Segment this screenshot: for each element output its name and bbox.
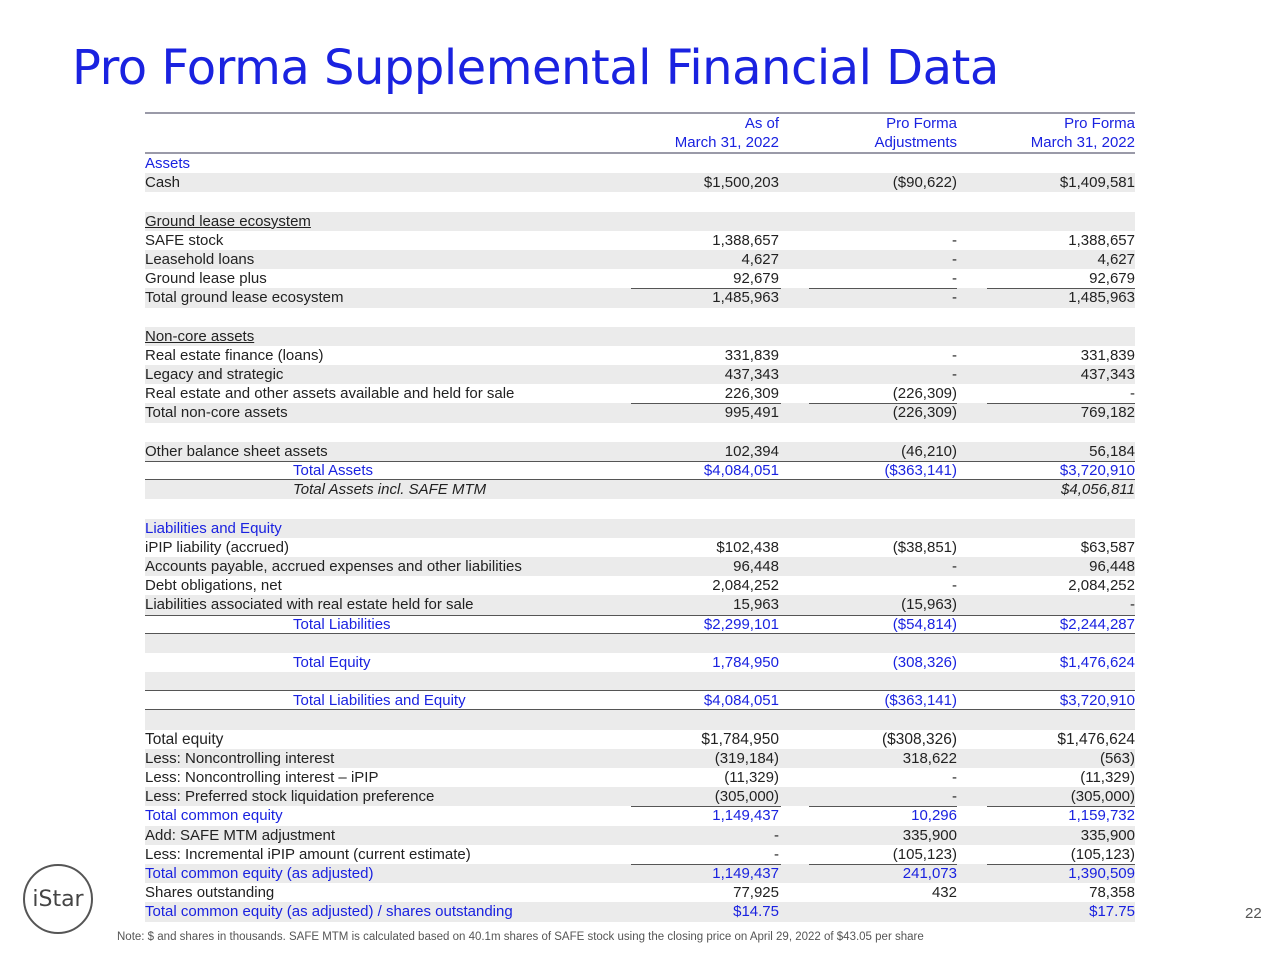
row-value: 1,784,950	[712, 653, 779, 671]
row-label: Accounts payable, accrued expenses and other liabilities	[145, 557, 522, 575]
column-header-pro-forma	[965, 114, 1135, 152]
row-label: Total Liabilities and Equity	[293, 692, 466, 710]
row-value: 92,679	[733, 270, 779, 288]
row-value: -	[952, 769, 957, 786]
row-value: $4,084,051	[703, 692, 779, 710]
rule-line	[809, 864, 957, 865]
rule-line	[809, 403, 957, 404]
table-row	[145, 308, 1135, 327]
table-row	[145, 327, 1135, 346]
row-value: -	[952, 231, 957, 249]
rule-line	[809, 288, 957, 289]
row-value: $2,244,287	[1059, 615, 1135, 633]
row-value: 241,073	[902, 864, 957, 882]
row-label: Ground lease ecosystem	[145, 212, 311, 230]
row-value: 2,084,252	[712, 577, 779, 595]
table-body	[145, 154, 1135, 922]
row-label: Total Liabilities	[293, 615, 391, 633]
table-row	[145, 615, 1135, 634]
table-row	[145, 634, 1135, 653]
table-row	[145, 480, 1135, 499]
page-title: Pro Forma Supplemental Financial Data	[72, 40, 999, 96]
row-label: Add: SAFE MTM adjustment	[145, 826, 336, 844]
column-header-line1: As of	[744, 115, 779, 132]
row-value: $63,587	[1080, 538, 1135, 556]
row-value: 77,925	[733, 884, 779, 902]
row-value: -	[952, 346, 957, 364]
rule-line	[631, 806, 781, 807]
row-value: $1,784,950	[701, 730, 779, 748]
row-value: 2,084,252	[1068, 577, 1135, 595]
row-value: (105,123)	[1070, 845, 1135, 863]
row-value: 1,485,963	[712, 289, 779, 307]
table-row	[145, 442, 1135, 461]
row-value: ($363,141)	[884, 462, 957, 479]
row-value: -	[952, 289, 957, 307]
row-value: 4,627	[741, 250, 779, 268]
rule-line	[987, 403, 1135, 404]
table-row	[145, 384, 1135, 403]
row-value: $102,438	[716, 538, 779, 556]
row-value: 4,627	[1097, 250, 1135, 268]
column-header-as-of	[609, 114, 779, 152]
row-value: 56,184	[1089, 442, 1135, 460]
rule-line	[987, 288, 1135, 289]
row-value: $14.75	[733, 903, 779, 921]
row-value: -	[952, 270, 957, 288]
row-value: ($363,141)	[884, 692, 957, 710]
row-label: Cash	[145, 174, 181, 192]
row-value: $1,409,581	[1059, 174, 1135, 192]
financial-table	[145, 112, 1135, 922]
row-label: Non-core assets	[145, 327, 255, 345]
table-row	[145, 902, 1135, 921]
table-row	[145, 845, 1135, 864]
row-value: -	[952, 788, 957, 806]
row-value: 437,343	[724, 366, 779, 384]
row-value: (11,329)	[1080, 769, 1135, 786]
column-header-line1: Pro Forma	[886, 115, 957, 132]
row-value: 331,839	[1080, 346, 1135, 364]
rule-line	[987, 806, 1135, 807]
row-value: (226,309)	[892, 404, 957, 422]
table-row	[145, 826, 1135, 845]
row-value: 318,622	[902, 749, 957, 767]
row-label: Leasehold loans	[145, 250, 255, 268]
row-value: -	[952, 557, 957, 575]
row-value: (46,210)	[901, 442, 957, 460]
table-row	[145, 672, 1135, 691]
table-row	[145, 710, 1135, 729]
row-value: -	[952, 366, 957, 384]
table-row	[145, 595, 1135, 614]
row-value: 10,296	[911, 807, 957, 825]
table-row	[145, 787, 1135, 806]
rule-line	[145, 615, 1135, 616]
row-label: Total common equity (as adjusted)	[145, 864, 374, 882]
row-label: Assets	[145, 155, 191, 172]
table-row	[145, 269, 1135, 288]
table-row	[145, 653, 1135, 672]
row-value: ($38,851)	[892, 538, 957, 556]
row-value: 92,679	[1089, 270, 1135, 288]
row-value: (226,309)	[892, 385, 957, 403]
row-label: Total Equity	[293, 653, 371, 671]
row-value: 1,388,657	[712, 231, 779, 249]
row-value: 1,159,732	[1068, 807, 1135, 825]
row-value: 769,182	[1080, 404, 1135, 422]
row-label: Less: Noncontrolling interest – iPIP	[145, 769, 379, 786]
table-row	[145, 173, 1135, 192]
row-value: -	[1130, 596, 1135, 614]
table-row	[145, 403, 1135, 422]
table-row	[145, 576, 1135, 595]
row-value: (305,000)	[714, 788, 779, 806]
table-row	[145, 423, 1135, 442]
row-value: $1,476,624	[1059, 653, 1135, 671]
rule-line	[809, 806, 957, 807]
table-row	[145, 461, 1135, 480]
row-value: (563)	[1099, 749, 1135, 767]
table-row	[145, 519, 1135, 538]
table-row	[145, 768, 1135, 787]
row-label: Real estate finance (loans)	[145, 346, 324, 364]
column-header-line2: Adjustments	[874, 134, 957, 151]
row-value: 96,448	[1089, 557, 1135, 575]
row-label: Total common equity	[145, 807, 283, 825]
column-header-line2: March 31, 2022	[674, 134, 779, 151]
row-label: Liabilities and Equity	[145, 519, 282, 537]
row-value: (15,963)	[901, 596, 957, 614]
row-value: 15,963	[733, 596, 779, 614]
table-row	[145, 192, 1135, 211]
row-value: 1,149,437	[712, 807, 779, 825]
row-value: -	[952, 250, 957, 268]
table-row	[145, 557, 1135, 576]
table-row	[145, 365, 1135, 384]
row-value: 432	[931, 884, 957, 902]
row-value: 437,343	[1080, 366, 1135, 384]
row-value: 102,394	[724, 442, 779, 460]
row-label: Total common equity (as adjusted) / shares outstanding	[145, 903, 513, 921]
row-value: (308,326)	[892, 653, 957, 671]
rule-line	[631, 403, 781, 404]
row-label: Debt obligations, net	[145, 577, 282, 595]
page-number: 22	[1245, 905, 1262, 922]
table-row	[145, 346, 1135, 365]
row-value: 1,388,657	[1068, 231, 1135, 249]
column-header-adjustments	[787, 114, 957, 152]
rule-line	[987, 864, 1135, 865]
rule-line	[631, 864, 781, 865]
row-label: Other balance sheet assets	[145, 442, 328, 460]
row-value: $4,084,051	[703, 462, 779, 479]
row-label: Total equity	[145, 730, 224, 748]
row-label: Total ground lease ecosystem	[145, 289, 344, 307]
table-row	[145, 883, 1135, 902]
row-value: $4,056,811	[1061, 481, 1135, 499]
row-value: ($90,622)	[892, 174, 957, 192]
rule-line	[145, 461, 1135, 462]
row-value: 1,390,509	[1068, 864, 1135, 882]
row-label: Real estate and other assets available and held for sale	[145, 385, 515, 403]
row-label: Total non-core assets	[145, 404, 288, 422]
row-value: -	[774, 845, 779, 863]
istar-logo	[23, 864, 93, 934]
row-value: $2,299,101	[703, 615, 779, 633]
table-row	[145, 806, 1135, 825]
table-header	[145, 112, 1135, 154]
footnote: Note: $ and shares in thousands. SAFE MTM is calculated based on 40.1m shares of SAFE stock using the closing price on April 29, 2022 of $43.05 per share	[117, 931, 924, 943]
row-value: (105,123)	[892, 845, 957, 863]
row-value: -	[1130, 385, 1135, 403]
table-row	[145, 154, 1135, 173]
row-value: $1,476,624	[1057, 730, 1135, 748]
row-label: Less: Preferred stock liquidation preference	[145, 788, 435, 806]
row-value: (319,184)	[714, 749, 779, 767]
row-label: Shares outstanding	[145, 884, 275, 902]
table-row	[145, 864, 1135, 883]
table-row	[145, 499, 1135, 518]
row-label: Total Assets incl. SAFE MTM	[293, 481, 487, 499]
table-row	[145, 538, 1135, 557]
logo-text: iStar	[32, 886, 84, 912]
row-value: $17.75	[1089, 903, 1135, 921]
column-header-line2: March 31, 2022	[1030, 134, 1135, 151]
table-row	[145, 730, 1135, 749]
row-value: -	[774, 826, 779, 844]
row-label: iPIP liability (accrued)	[145, 538, 289, 556]
row-value: 335,900	[902, 826, 957, 844]
row-value: 995,491	[724, 404, 779, 422]
row-value: $1,500,203	[703, 174, 779, 192]
row-value: 331,839	[724, 346, 779, 364]
row-value: 335,900	[1080, 826, 1135, 844]
row-value: 1,485,963	[1068, 289, 1135, 307]
table-row	[145, 212, 1135, 231]
table-row	[145, 288, 1135, 307]
row-value: $3,720,910	[1059, 692, 1135, 710]
row-value: 226,309	[724, 385, 779, 403]
column-header-line1: Pro Forma	[1064, 115, 1135, 132]
table-row	[145, 231, 1135, 250]
row-label: SAFE stock	[145, 231, 224, 249]
row-label: Liabilities associated with real estate held for sale	[145, 596, 474, 614]
row-value: (11,329)	[724, 769, 779, 786]
table-row	[145, 691, 1135, 710]
row-value: 78,358	[1089, 884, 1135, 902]
row-value: -	[952, 577, 957, 595]
rule-line	[631, 288, 781, 289]
row-value: 96,448	[733, 557, 779, 575]
row-value: $3,720,910	[1059, 462, 1135, 479]
table-row	[145, 250, 1135, 269]
row-label: Less: Incremental iPIP amount (current estimate)	[145, 845, 471, 863]
row-label: Total Assets	[293, 462, 374, 479]
row-label: Legacy and strategic	[145, 366, 284, 384]
row-value: (305,000)	[1070, 788, 1135, 806]
table-row	[145, 749, 1135, 768]
row-value: ($54,814)	[892, 615, 957, 633]
row-label: Ground lease plus	[145, 270, 267, 288]
row-label: Less: Noncontrolling interest	[145, 749, 335, 767]
row-value: ($308,326)	[882, 730, 957, 748]
row-value: 1,149,437	[712, 864, 779, 882]
